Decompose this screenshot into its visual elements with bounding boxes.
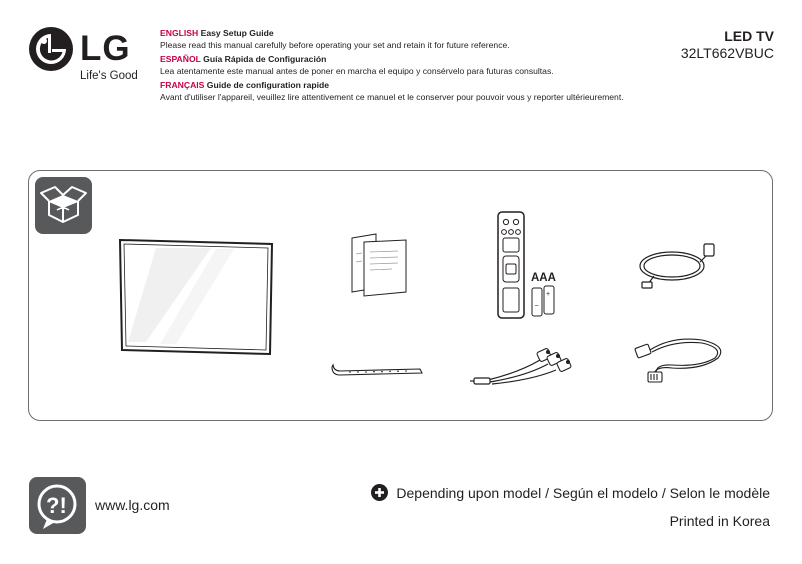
guide-text: Please read this manual carefully before operating your set and retain it for future reference.: [160, 39, 510, 50]
cable-holder-icon: [330, 357, 425, 379]
svg-text:?!: ?!: [46, 493, 67, 518]
plus-circle-icon: [371, 484, 388, 501]
model-info: [681, 28, 774, 62]
guide-text: Lea atentamente este manual antes de poner en marcha el equipo y consérvelo para futuras consultas.: [160, 65, 554, 76]
guide-intro: [160, 28, 720, 107]
remote-control-icon: [494, 210, 560, 322]
guide-french: [160, 80, 720, 103]
question-chat-icon: [29, 477, 86, 534]
brand-tagline: Life's Good: [80, 70, 138, 82]
lg-face-icon: [28, 26, 74, 72]
model-note: [371, 484, 770, 501]
guide-title: Easy Setup Guide: [200, 28, 274, 38]
lang-label: FRANÇAIS: [160, 80, 205, 91]
battery-icon: [532, 286, 554, 316]
website-link[interactable]: www.lg.com: [95, 497, 170, 513]
power-cord-icon: [634, 236, 716, 292]
guide-english: [160, 28, 720, 51]
open-box-icon: [35, 177, 92, 234]
guide-title: Guía Rápida de Configuración: [203, 54, 327, 65]
product-type: LED TV: [724, 28, 774, 44]
model-number: 32LT662VBUC: [680, 45, 774, 61]
svg-text:−: −: [534, 303, 539, 310]
printed-in: Printed in Korea: [669, 513, 770, 529]
tv-icon: [116, 238, 276, 356]
lang-label: ESPAÑOL: [160, 54, 201, 65]
svg-text:+: +: [546, 291, 551, 298]
brand-wordmark: LG: [80, 29, 131, 68]
av-cable-icon: [470, 342, 584, 390]
guide-spanish: [160, 54, 720, 77]
lang-label: ENGLISH: [160, 28, 199, 38]
lan-cable-icon: [632, 336, 728, 384]
guide-text: Avant d'utiliser l'appareil, veuillez lire attentivement ce manuel et le conserver pour pouvoir vous y reporter ultérieurement.: [160, 91, 624, 102]
guide-title: Guide de configuration rapide: [206, 80, 330, 91]
model-note-text: Depending upon model / Según el modelo / Selon le modèle: [396, 484, 770, 501]
manual-icon: [346, 232, 410, 298]
lg-logo: [28, 26, 148, 88]
battery-label: AAA: [531, 272, 556, 284]
